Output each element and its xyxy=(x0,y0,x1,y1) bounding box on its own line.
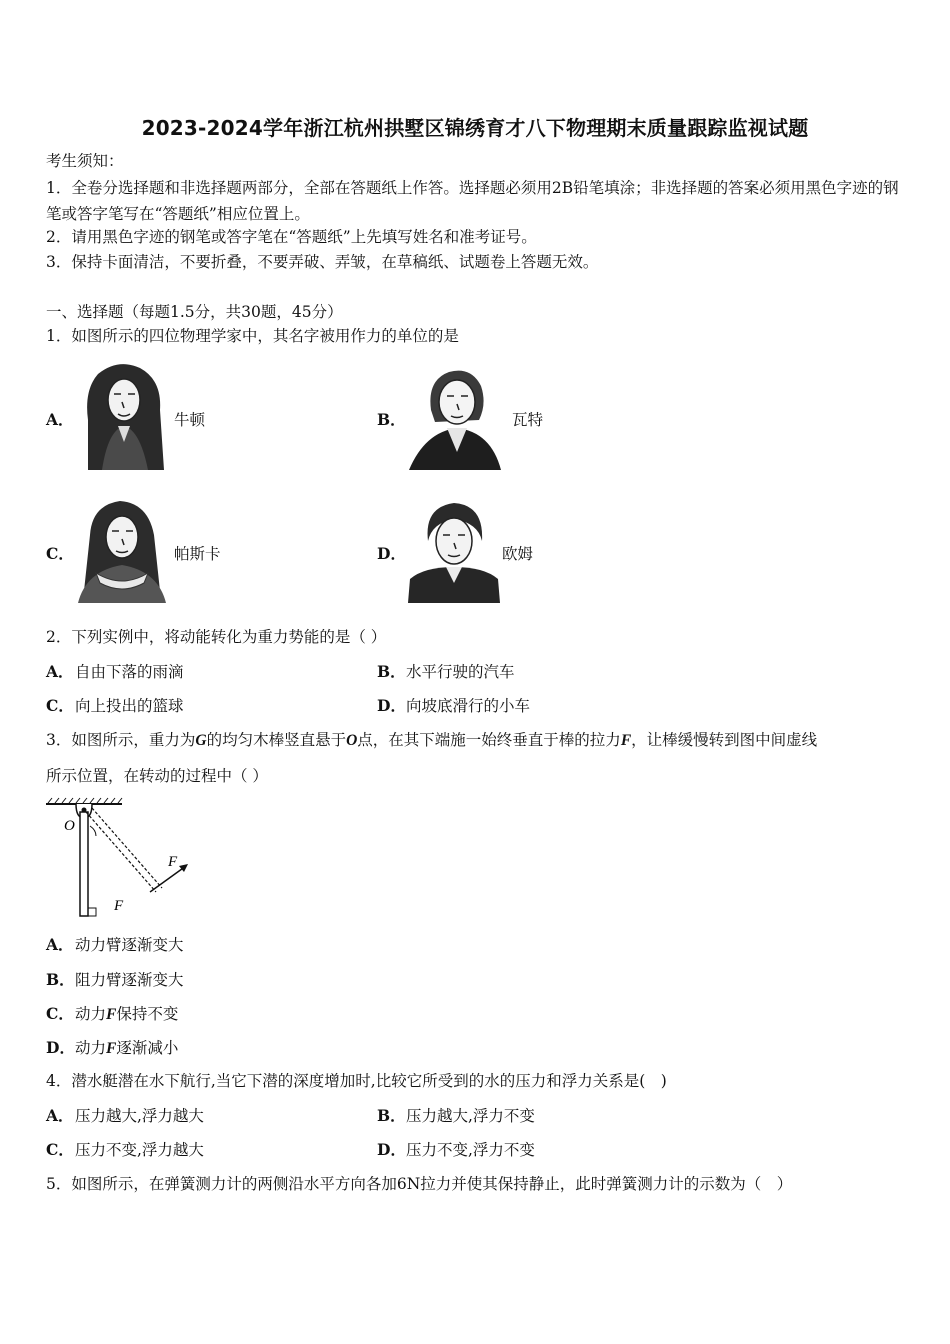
q2-option-a-letter: A． xyxy=(46,662,74,681)
q1-option-a-letter: A． xyxy=(46,410,74,429)
q2-option-d-text: 向坡底滑行的小车 xyxy=(406,697,531,715)
ohm-portrait-image xyxy=(408,497,500,603)
q3-option-b-text: 阻力臂逐渐变大 xyxy=(75,971,184,989)
q4-option-c-text: 压力不变,浮力越大 xyxy=(75,1141,204,1159)
q4-option-a-text: 压力越大,浮力越大 xyxy=(75,1107,204,1125)
q4-option-d-text: 压力不变,浮力不变 xyxy=(406,1141,535,1159)
q3-var-o: O xyxy=(346,732,358,749)
q3-var-g: G xyxy=(195,732,207,749)
q1-option-a-text: 牛顿 xyxy=(174,411,206,429)
q3-option-d-post: 逐渐减小 xyxy=(116,1039,179,1057)
notice-item-2: 2．请用黑色字迹的钢笔或答字笔在“答题纸”上先填写姓名和准考证号。 xyxy=(46,228,537,246)
q3-option-c-post: 保持不变 xyxy=(116,1005,179,1023)
q1-option-c-letter: C． xyxy=(46,544,74,563)
q3-option-a-text: 动力臂逐渐变大 xyxy=(75,936,184,954)
q3-option-a-letter: A． xyxy=(46,935,74,954)
q1-option-b-letter: B． xyxy=(377,410,406,429)
label-o: O xyxy=(64,818,75,834)
section-heading: 一、选择题（每题1.5分，共30题，45分） xyxy=(46,303,343,321)
q4-option-b-text: 压力越大,浮力不变 xyxy=(406,1107,535,1125)
dashed-rod-position xyxy=(86,808,162,892)
q4-option-b-letter: B． xyxy=(377,1106,406,1125)
label-f-bottom: F xyxy=(114,898,124,914)
q3-option-d-pre: 动力 xyxy=(75,1039,107,1057)
vertical-rod xyxy=(80,812,88,916)
q3-stem-a: 3．如图所示，重力为 xyxy=(46,731,196,749)
q3-option-d-letter: D． xyxy=(46,1038,75,1057)
q3-option-c-text xyxy=(75,1002,178,1024)
q4-option-a-letter: A． xyxy=(46,1106,74,1125)
notice-heading: 考生须知： xyxy=(46,152,124,170)
ceiling-hatching xyxy=(48,798,122,803)
q1-option-d-letter: D． xyxy=(377,544,406,563)
q3-option-d-var: F xyxy=(106,1040,117,1057)
q5-stem: 5．如图所示，在弹簧测力计的两侧沿水平方向各加6N拉力并使其保持静止，此时弹簧测力计的示数为（ ） xyxy=(46,1175,793,1193)
q2-option-a-text: 自由下落的雨滴 xyxy=(75,663,184,681)
lever-diagram xyxy=(44,796,194,920)
label-f-rotated: F xyxy=(168,854,178,870)
watt-portrait-image xyxy=(405,360,505,470)
q4-option-c-letter: C． xyxy=(46,1140,74,1159)
rotation-arc xyxy=(90,826,96,836)
q3-stem-b: 的均匀木棒竖直悬于 xyxy=(206,731,347,749)
q2-stem: 2．下列实例中，将动能转化为重力势能的是（ ） xyxy=(46,628,387,646)
q1-option-b-text: 瓦特 xyxy=(512,411,544,429)
q3-var-f: F xyxy=(620,732,632,749)
q3-stem-d: ，让棒缓慢转到图中间虚线 xyxy=(631,731,818,749)
q1-stem: 1．如图所示的四位物理学家中，其名字被用作力的单位的是 xyxy=(46,327,459,345)
notice-item-1: 1．全卷分选择题和非选择题两部分，全部在答题纸上作答。选择题必须用2B铅笔填涂；非选择题的答案必须用黑色字迹的钢笔或答字笔写在“答题纸”相应位置上。 xyxy=(46,179,899,223)
right-angle-mark xyxy=(88,908,96,916)
q2-option-c-letter: C． xyxy=(46,696,74,715)
q2-option-b-text: 水平行驶的汽车 xyxy=(406,663,515,681)
q2-option-d-letter: D． xyxy=(377,696,406,715)
exam-title: 2023-2024学年浙江杭州拱墅区锦绣育才八下物理期末质量跟踪监视试题 xyxy=(141,116,809,140)
q1-option-c-text: 帕斯卡 xyxy=(174,545,221,563)
pascal-portrait-image xyxy=(76,495,168,603)
newton-portrait-image xyxy=(78,360,170,470)
q3-stem-line-1 xyxy=(46,729,817,752)
q3-stem-line-2: 所示位置，在转动的过程中（ ） xyxy=(46,767,268,785)
q1-option-d-text: 欧姆 xyxy=(502,545,534,563)
q4-stem: 4．潜水艇潜在水下航行,当它下潜的深度增加时,比较它所受到的水的压力和浮力关系是( ) xyxy=(46,1072,667,1090)
q3-option-c-pre: 动力 xyxy=(75,1005,107,1023)
notice-item-3: 3．保持卡面清洁，不要折叠，不要弄破、弄皱，在草稿纸、试题卷上答题无效。 xyxy=(46,253,599,271)
q3-option-c-var: F xyxy=(106,1006,117,1023)
q3-option-d-text xyxy=(75,1036,178,1058)
q3-option-b-letter: B． xyxy=(46,970,75,989)
q3-option-c-letter: C． xyxy=(46,1004,74,1023)
q2-option-c-text: 向上投出的篮球 xyxy=(75,697,184,715)
q2-option-b-letter: B． xyxy=(377,662,406,681)
q3-stem-c: 点，在其下端施一始终垂直于棒的拉力 xyxy=(357,731,621,749)
q4-option-d-letter: D． xyxy=(377,1140,406,1159)
